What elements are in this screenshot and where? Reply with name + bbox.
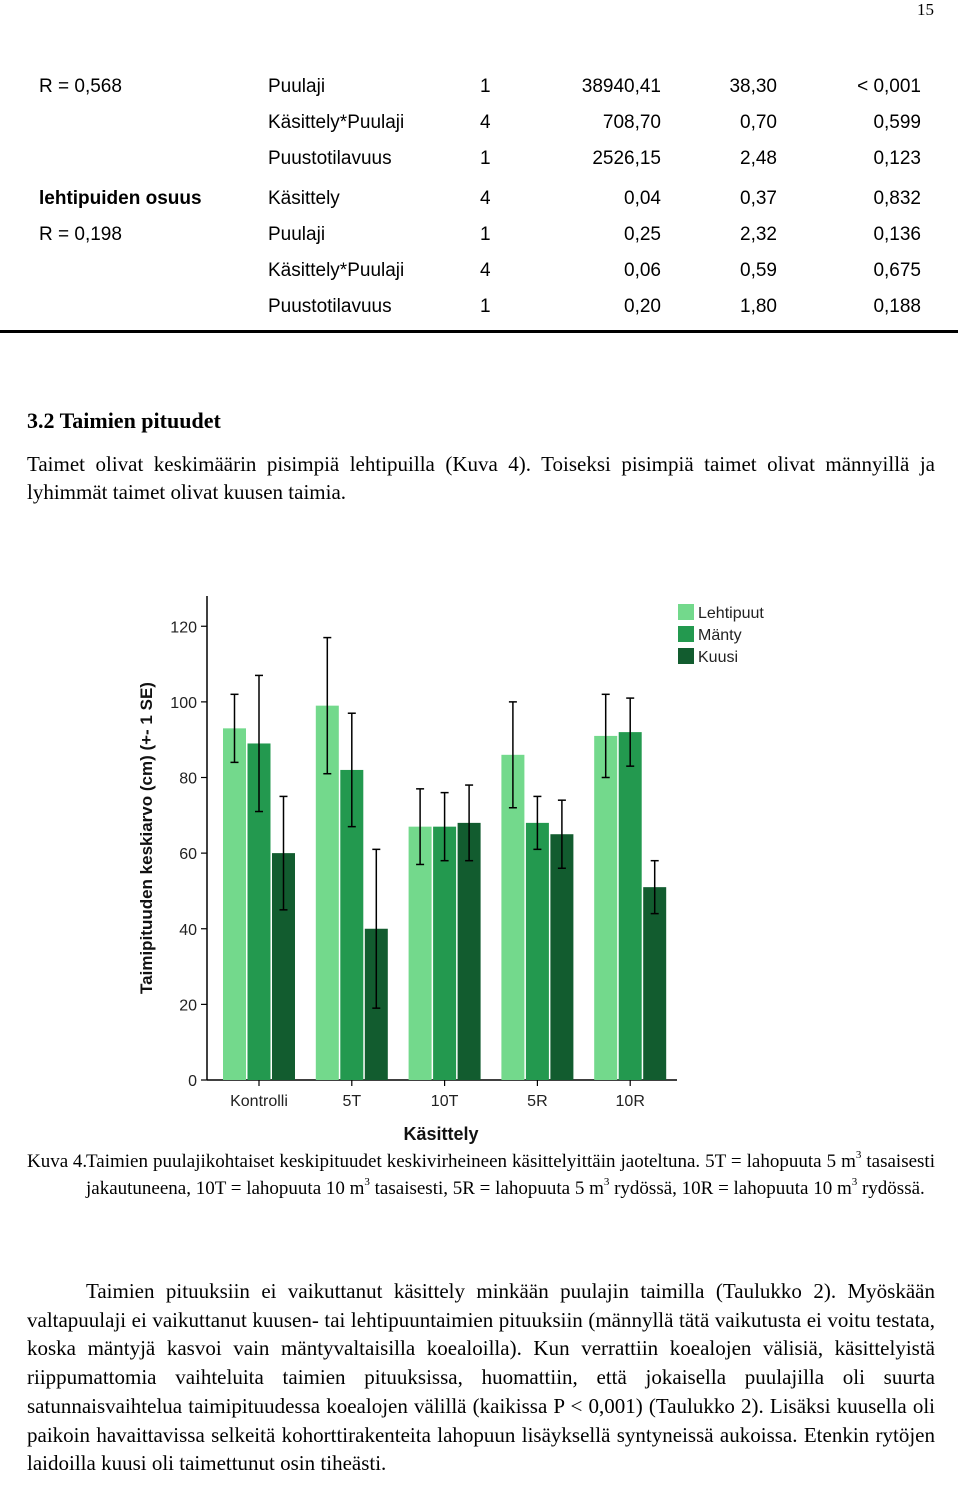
table-cell: Puustotilavuus xyxy=(268,296,392,317)
legend-swatch xyxy=(678,626,694,642)
legend-label: Mänty xyxy=(698,627,742,644)
table-bottom-rule xyxy=(0,330,958,333)
table-cell: 0,25 xyxy=(624,224,661,245)
table-cell: 0,04 xyxy=(624,188,661,209)
table-cell: 1,80 xyxy=(740,296,777,317)
table-row xyxy=(0,254,960,290)
x-tick-label: 10R xyxy=(615,1093,645,1110)
superscript: 3 xyxy=(855,1148,862,1161)
legend-swatch xyxy=(678,648,694,664)
caption-part: tasaisesti, 5R = lahopuuta 5 m xyxy=(369,1178,604,1199)
legend-label: Lehtipuut xyxy=(698,605,764,622)
caption-text xyxy=(86,1148,935,1202)
superscript: 3 xyxy=(364,1175,370,1188)
table-cell: 4 xyxy=(480,112,491,133)
y-tick-label: 20 xyxy=(179,997,197,1015)
table-cell: 4 xyxy=(480,260,491,281)
body-paragraph: Taimet olivat keskimäärin pisimpiä lehtipuilla (Kuva 4). Toiseksi pisimpiä taimet olivat männyillä ja lyhimmät taimet olivat kuusen taimia. xyxy=(27,452,935,504)
page-number: 15 xyxy=(917,0,934,19)
bar xyxy=(594,736,617,1080)
y-tick-label: 60 xyxy=(179,846,197,864)
caption-part: rydössä, 10R = lahopuuta 10 m xyxy=(609,1178,852,1199)
table-cell: R = 0,568 xyxy=(39,76,122,97)
table-cell: 0,59 xyxy=(740,260,777,281)
bar xyxy=(643,887,666,1080)
table-cell: 2,48 xyxy=(740,148,777,169)
x-tick-label: Kontrolli xyxy=(230,1093,288,1110)
table-row xyxy=(0,178,960,218)
table-row xyxy=(0,70,960,106)
table-cell: 38,30 xyxy=(729,76,777,97)
figure-caption xyxy=(27,1148,935,1202)
table-cell: 1 xyxy=(480,148,491,169)
caption-label: Kuva 4. xyxy=(27,1151,88,1172)
table-cell: 0,136 xyxy=(873,224,921,245)
caption-part: rydössä. xyxy=(857,1178,925,1199)
table-cell: 0,832 xyxy=(873,188,921,209)
table-cell: 0,675 xyxy=(873,260,921,281)
x-axis-label: Käsittely xyxy=(403,1124,479,1144)
legend-swatch xyxy=(678,604,694,620)
table-cell: 1 xyxy=(480,296,491,317)
superscript: 3 xyxy=(603,1175,610,1188)
table-cell: Käsittely*Puulaji xyxy=(268,260,405,281)
table-cell: lehtipuiden osuus xyxy=(39,188,202,209)
y-tick-label: 0 xyxy=(188,1073,197,1090)
caption-part: tasaisesti jakautuneena, 10T = lahopuuta 10 m xyxy=(86,1151,935,1199)
bar xyxy=(550,834,573,1080)
table-cell: 2526,15 xyxy=(592,148,661,169)
table-row xyxy=(0,218,960,254)
table-cell: 1 xyxy=(480,224,491,245)
section-heading: 3.2 Taimien pituudet xyxy=(27,408,221,433)
table-cell: 708,70 xyxy=(602,112,661,133)
x-tick-label: 10T xyxy=(430,1093,459,1110)
y-tick-label: 80 xyxy=(179,770,197,788)
y-axis-label: Taimipituuden keskiarvo (cm) (+- 1 SE) xyxy=(137,682,156,994)
bar xyxy=(223,728,246,1080)
anova-table-fragment xyxy=(0,70,960,326)
x-tick-label: 5R xyxy=(527,1093,548,1110)
table-row xyxy=(0,106,960,142)
table-cell: 0,123 xyxy=(873,148,921,169)
table-cell: 4 xyxy=(480,188,491,209)
table-cell: 0,70 xyxy=(740,112,777,133)
y-tick-label: 120 xyxy=(170,619,197,637)
table-cell: Puulaji xyxy=(268,76,326,97)
caption-part: Taimien puulajikohtaiset keskipituudet keskivirheineen käsittelyittäin jaoteltuna. 5T = lahopuuta 5 m xyxy=(86,1151,856,1172)
x-tick-label: 5T xyxy=(342,1093,362,1110)
table-cell: < 0,001 xyxy=(857,76,921,97)
table-cell: 0,37 xyxy=(740,188,777,209)
bar xyxy=(619,732,642,1080)
bar xyxy=(458,823,481,1080)
table-cell: Puulaji xyxy=(268,224,326,245)
y-tick-label: 100 xyxy=(170,694,197,712)
legend-label: Kuusi xyxy=(698,649,739,666)
superscript: 3 xyxy=(851,1175,858,1188)
bar-chart xyxy=(125,592,785,1152)
table-cell: R = 0,198 xyxy=(39,224,122,245)
y-tick-label: 40 xyxy=(179,921,197,939)
table-cell: 0,188 xyxy=(873,296,921,317)
table-cell: 0,06 xyxy=(624,260,661,281)
table-cell: 0,20 xyxy=(624,296,661,317)
table-cell: Käsittely xyxy=(268,188,340,209)
table-row xyxy=(0,142,960,178)
table-row xyxy=(0,290,960,326)
table-cell: Käsittely*Puulaji xyxy=(268,112,405,133)
bar xyxy=(433,827,456,1080)
table-cell: 38940,41 xyxy=(581,76,661,97)
table-cell: 2,32 xyxy=(740,224,777,245)
body-paragraph: Taimien pituuksiin ei vaikuttanut käsittely minkään puulajin taimilla (Taulukko 2). Myöskään valtapuulaji ei vaikuttanut kuusen- tai lehtipuuntaimien pituuksiin (männyllä tätä vaikutusta ei voitu testata, koska mäntyjä kasvoi vain mäntyvaltaisilla koealoilla). Kun verrattiin koealojen välisiä, käsittelyistä riippumattomia vaihteluita taimien pituuksissa, huomattiin, että jokaisella puulajilla oli suurta satunnaisvaihtelua taimipituudessa koealojen välillä (kaikissa P < 0,001) (Taulukko 2). Lisäksi kuusella oli paikoin havaittavissa selkeitä kohorttirakenteita lahopuun lisäyksellä syntyneissä aukoissa. Etenkin rytöjen laidoilla kuusi oli taimettunut osin tiheästi. xyxy=(27,1279,935,1476)
table-cell: 0,599 xyxy=(873,112,921,133)
bar xyxy=(526,823,549,1080)
table-cell: Puustotilavuus xyxy=(268,148,392,169)
table-cell: 1 xyxy=(480,76,491,97)
